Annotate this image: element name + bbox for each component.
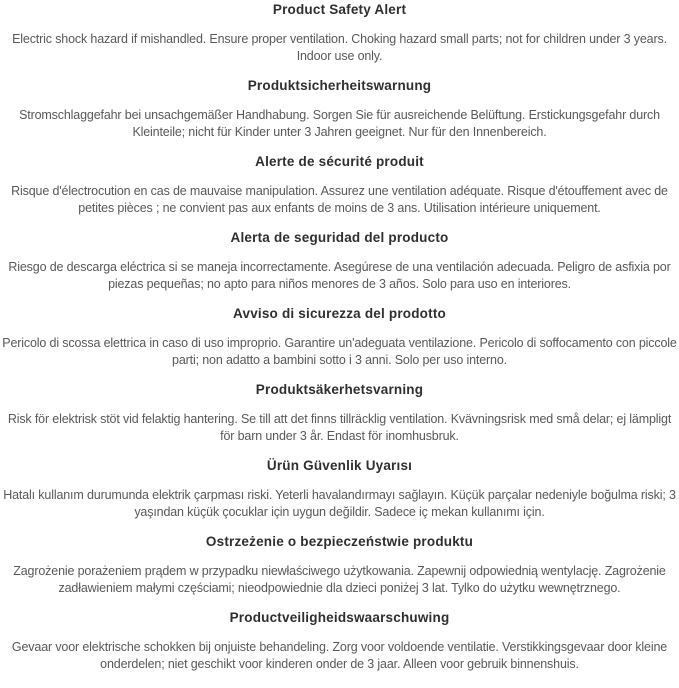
safety-alert-title: Alerta de seguridad del producto [230,230,449,245]
safety-alert-body-text: Electric shock hazard if mishandled. Ensure proper ventilation. Choking hazard small parts; not for children under 3 years. Indoor use only. [12,32,667,63]
safety-alert-section [2,2,677,65]
safety-alert-body-text: Stromschlaggefahr bei unsachgemäßer Handhabung. Sorgen Sie für ausreichende Belüftung. Erstickungsgefahr durch Kleinteile; nicht für Kinder unter 3 Jahren geeignet. Nur für den Innenbereich. [19,108,660,139]
safety-alert-title: Ostrzeżenie o bezpieczeństwie produktu [205,534,474,549]
safety-alert-section [2,610,677,673]
safety-alert-title: Ürün Güvenlik Uyarısı [266,458,413,473]
safety-alert-body-text: Hatalı kullanım durumunda elektrik çarpması riski. Yeterli havalandırmayı sağlayın. Küçük parçalar nedeniyle boğulma riski; 3 yaşından küçük çocuklar için uygun değildir. Sadece iç mekan kullanımı için. [3,488,676,519]
safety-alert-title: Productveiligheidswaarschuwing [229,610,450,625]
safety-alert-body-text: Zagrożenie porażeniem prądem w przypadku niewłaściwego użytkowania. Zapewnij odpowiednią wentylację. Zagrożenie zadławieniem małymi częściami; nieodpowiednie dla dzieci poniżej 3 lat. Tylko do użytku wewnętrznego. [13,564,666,595]
safety-alert-body-text: Pericolo di scossa elettrica in caso di uso improprio. Garantire un'adeguata ventilazione. Pericolo di soffocamento con piccole parti; non adatto a bambini sotto i 3 anni. Solo per uso interno. [2,336,677,367]
safety-alert-body-text: Riesgo de descarga eléctrica si se maneja incorrectamente. Asegúrese de una ventilación adecuada. Peligro de asfixia por piezas pequeñas; no apto para niños menores de 3 años. Solo para uso en interiores. [8,260,671,291]
safety-alert-title: Avviso di sicurezza del prodotto [233,306,446,321]
safety-alert-section [2,230,677,293]
safety-alert-body-text: Risk för elektrisk stöt vid felaktig hantering. Se till att det finns tillräcklig ventilation. Kvävningsrisk med små delar; ej lämpligt för barn under 3 år. Endast för inomhusbruk. [7,412,672,443]
safety-alert-section [2,458,677,521]
safety-alert-title: Product Safety Alert [272,2,407,17]
safety-alert-title: Alerte de sécurité produit [255,154,424,169]
safety-alert-section [2,154,677,217]
safety-alert-section [2,382,677,445]
safety-alert-section [2,78,677,141]
safety-alert-body-text: Risque d'électrocution en cas de mauvaise manipulation. Assurez une ventilation adéquate. Risque d'étouffement avec de petites pièces ; ne convient pas aux enfants de moins de 3 ans. Utilisation intérieure uniquement. [11,184,668,215]
safety-alert-section [2,534,677,597]
safety-alert-title: Produktsäkerhetsvarning [255,382,424,397]
safety-alert-title: Produktsicherheitswarnung [247,78,432,93]
safety-alert-section [2,306,677,369]
safety-alert-body-text: Gevaar voor elektrische schokken bij onjuiste behandeling. Zorg voor voldoende ventilatie. Verstikkingsgevaar door kleine onderdelen; niet geschikt voor kinderen onder de 3 jaar. Alleen voor gebruik binnenshuis. [11,640,668,671]
